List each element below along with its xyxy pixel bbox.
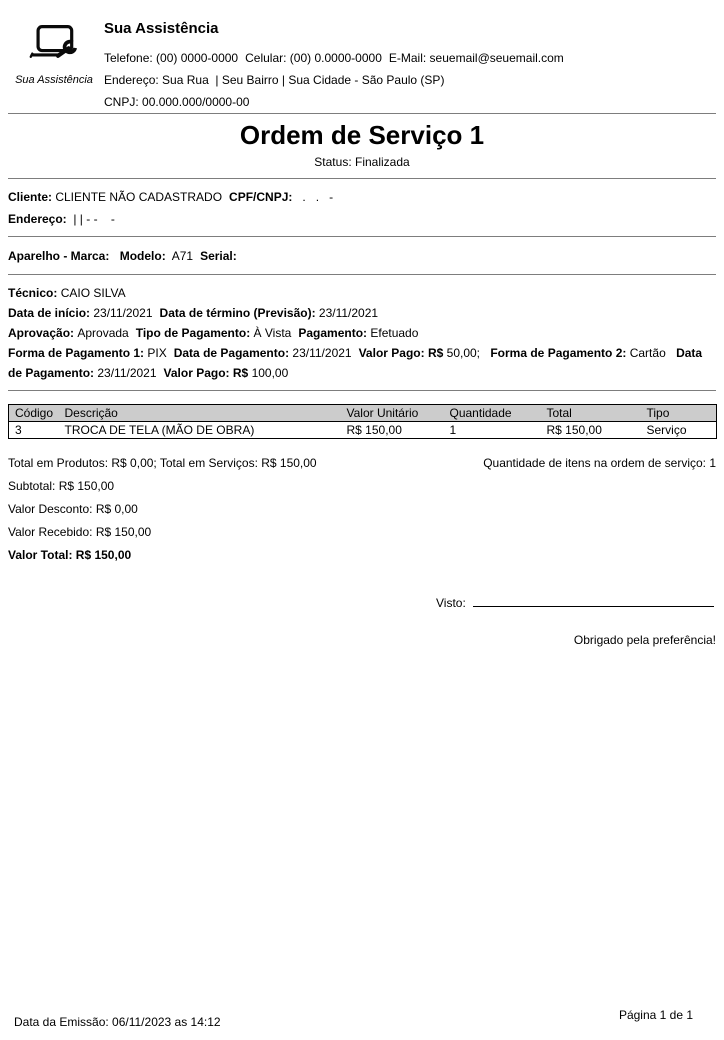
email-label: E-Mail: bbox=[388, 51, 430, 65]
column-header-total: Total bbox=[541, 405, 641, 422]
thank-you-message: Obrigado pela preferência! bbox=[573, 633, 716, 647]
paid-amount-1-label: Valor Pago: bbox=[358, 346, 428, 360]
items-table bbox=[8, 404, 717, 439]
client-label: Cliente: bbox=[8, 190, 56, 204]
approval-value: Aprovada bbox=[77, 326, 129, 340]
company-info bbox=[104, 16, 571, 113]
client-address-value: | | - - - bbox=[70, 212, 115, 226]
items-count: Quantidade de itens na ordem de serviço: 1 bbox=[483, 456, 716, 470]
item-unit-price: R$ 150,00 bbox=[346, 423, 402, 437]
client-address-line bbox=[8, 208, 716, 230]
items-table-header-row bbox=[9, 405, 717, 422]
payment-status-value: Efetuado bbox=[370, 326, 419, 340]
payment-date-2-label: Data de Pagamento: bbox=[8, 346, 706, 380]
column-header-codigo: Código bbox=[9, 405, 59, 422]
subtotal: Subtotal: R$ 150,00 bbox=[8, 479, 115, 493]
divider bbox=[8, 113, 716, 114]
emission-date: Data da Emissão: 06/11/2023 as 14:12 bbox=[14, 1015, 221, 1029]
client-section bbox=[8, 179, 716, 236]
cell-label: Celular: bbox=[245, 51, 290, 65]
device-brand-label: Aparelho - Marca: bbox=[8, 249, 113, 263]
device-model-label: Modelo: bbox=[119, 249, 170, 263]
technician-value: CAIO SILVA bbox=[60, 286, 126, 300]
column-header-valor-unitario: Valor Unitário bbox=[341, 405, 444, 422]
cpf-cnpj-value: . . - bbox=[295, 190, 334, 204]
company-name: Sua Assistência bbox=[104, 20, 219, 37]
address-label: Endereço: bbox=[104, 73, 163, 87]
signature-line bbox=[473, 592, 714, 607]
company-logo bbox=[8, 16, 100, 86]
page-title: Ordem de Serviço 1 bbox=[239, 120, 485, 150]
payment-status-label: Pagamento: bbox=[298, 326, 371, 340]
paid-amount-2-label: Valor Pago: bbox=[163, 366, 233, 380]
phone-label: Telefone: bbox=[104, 51, 157, 65]
paid-amount-1-value: 50,00; bbox=[446, 346, 484, 360]
divider bbox=[8, 390, 716, 391]
item-quantity: 1 bbox=[449, 423, 457, 437]
payment-type-label: Tipo de Pagamento: bbox=[135, 326, 254, 340]
document-header bbox=[8, 16, 716, 113]
device-line bbox=[8, 246, 716, 266]
client-address-label: Endereço: bbox=[8, 212, 71, 226]
item-type: Serviço bbox=[646, 423, 687, 437]
payment-date-1-value: 23/11/2021 bbox=[292, 346, 352, 360]
payment-method-1-label: Forma de Pagamento 1: bbox=[8, 346, 148, 360]
company-address-line bbox=[104, 69, 571, 91]
total-value: Valor Total: R$ 150,00 bbox=[8, 548, 132, 562]
payment-method-2-value: Cartão bbox=[629, 346, 670, 360]
discount-value: Valor Desconto: R$ 0,00 bbox=[8, 502, 138, 516]
status-text: Status: Finalizada bbox=[314, 155, 410, 169]
approval-label: Aprovação: bbox=[8, 326, 78, 340]
device-serial-label: Serial: bbox=[200, 249, 237, 263]
dates-line bbox=[8, 303, 716, 323]
cpf-cnpj-label: CPF/CNPJ: bbox=[229, 190, 296, 204]
address-value: Sua Rua | Seu Bairro | Sua Cidade - São Paulo (SP) bbox=[162, 73, 445, 87]
laptop-wrench-logo-icon bbox=[25, 24, 83, 70]
start-date-label: Data de início: bbox=[8, 306, 94, 320]
payment-method-2-label: Forma de Pagamento 2: bbox=[490, 346, 630, 360]
technician-line bbox=[8, 283, 716, 303]
column-header-descricao: Descrição bbox=[59, 405, 341, 422]
paid-amount-2-currency: R$ bbox=[232, 366, 252, 380]
service-order-document bbox=[0, 16, 724, 647]
company-cnpj-line bbox=[104, 91, 571, 113]
device-section bbox=[8, 237, 716, 274]
totals-section bbox=[8, 453, 716, 565]
paid-amount-1-currency: R$ bbox=[427, 346, 447, 360]
cnpj-value: 00.000.000/0000-00 bbox=[142, 95, 250, 109]
payment-date-1-label: Data de Pagamento: bbox=[173, 346, 293, 360]
signature-area bbox=[436, 592, 716, 610]
received-value: Valor Recebido: R$ 150,00 bbox=[8, 525, 152, 539]
email-value: seuemail@seuemail.com bbox=[429, 51, 564, 65]
logo-caption: Sua Assistência bbox=[15, 74, 93, 86]
client-value: CLIENTE NÃO CADASTRADO bbox=[55, 190, 223, 204]
payment-method-1-value: PIX bbox=[147, 346, 167, 360]
column-header-quantidade: Quantidade bbox=[444, 405, 541, 422]
cell-value: (00) 0.0000-0000 bbox=[289, 51, 382, 65]
start-date-value: 23/11/2021 bbox=[93, 306, 153, 320]
end-date-value: 23/11/2021 bbox=[318, 306, 379, 320]
item-code: 3 bbox=[15, 423, 22, 437]
technician-label: Técnico: bbox=[8, 286, 61, 300]
company-contact-line bbox=[104, 47, 571, 69]
paid-amount-2-value: 100,00 bbox=[251, 366, 289, 380]
table-row bbox=[9, 422, 717, 439]
cnpj-label: CNPJ: bbox=[104, 95, 143, 109]
visto-label: Visto: bbox=[436, 596, 470, 610]
approval-line bbox=[8, 323, 716, 343]
device-model-value: A71 bbox=[169, 249, 194, 263]
end-date-label: Data de término (Previsão): bbox=[159, 306, 319, 320]
payment-type-value: À Vista bbox=[253, 326, 292, 340]
phone-value: (00) 0000-0000 bbox=[156, 51, 239, 65]
client-line bbox=[8, 186, 716, 208]
item-description: TROCA DE TELA (MÃO DE OBRA) bbox=[64, 423, 255, 437]
payment-methods-line bbox=[8, 343, 716, 383]
column-header-tipo: Tipo bbox=[641, 405, 717, 422]
item-total: R$ 150,00 bbox=[546, 423, 602, 437]
totals-products-services: Total em Produtos: R$ 0,00; Total em Serviços: R$ 150,00 bbox=[8, 456, 317, 470]
page-number: Página 1 de 1 bbox=[618, 1008, 693, 1022]
service-section bbox=[8, 275, 716, 390]
payment-date-2-value: 23/11/2021 bbox=[97, 366, 157, 380]
